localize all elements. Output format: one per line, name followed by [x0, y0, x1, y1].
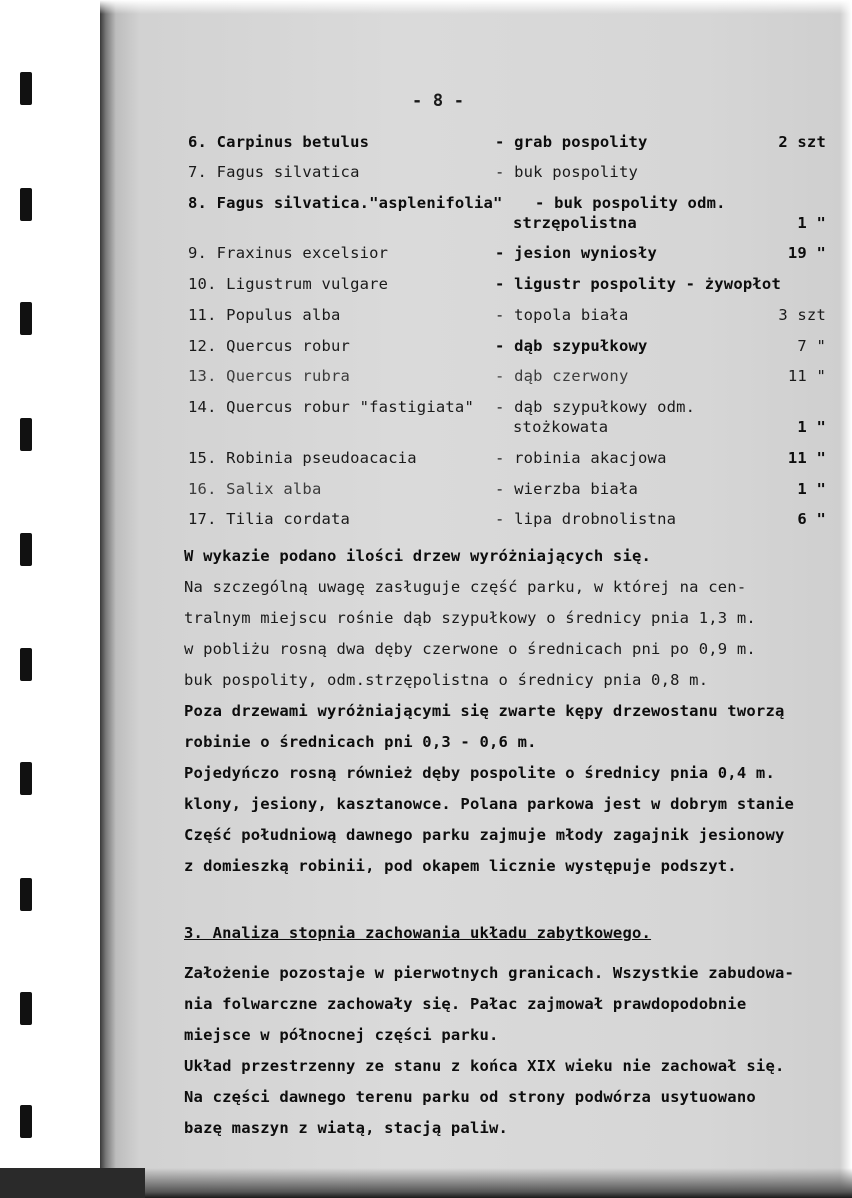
text-line: W wykazie podano ilości drzew wyróżniających się.: [184, 547, 652, 565]
punch-hole-mark: [20, 533, 32, 566]
list-item: [0, 275, 852, 295]
species-latin: 12. Quercus robur: [188, 337, 351, 355]
species-polish: - topola biała: [495, 306, 629, 324]
punch-hole-mark: [20, 72, 32, 105]
species-qty: 11 ": [787, 367, 826, 385]
species-polish: - buk pospolity odm.: [535, 194, 726, 212]
list-item: [0, 367, 852, 387]
species-qty: 3 szt: [778, 306, 826, 324]
species-polish: - jesion wyniosły: [495, 244, 658, 262]
species-latin: 7. Fagus silvatica: [188, 163, 360, 181]
text-line: miejsce w północnej części parku.: [184, 1026, 499, 1044]
text-line: bazę maszyn z wiatą, stacją paliw.: [184, 1119, 509, 1137]
species-latin: 8. Fagus silvatica."asplenifolia": [188, 194, 503, 212]
text-line: Część południową dawnego parku zajmuje młody zagajnik jesionowy: [184, 826, 785, 844]
species-polish: - buk pospolity: [495, 163, 639, 181]
list-item: [0, 214, 852, 234]
punch-hole-mark: [20, 992, 32, 1025]
list-item: [0, 244, 852, 264]
species-polish: - grab pospolity: [495, 133, 648, 151]
list-item: [0, 337, 852, 357]
list-item: [0, 449, 852, 469]
species-qty: 11 ": [787, 449, 826, 467]
page-bottom-edge: [100, 1168, 852, 1198]
text-line: Na części dawnego terenu parku od strony podwórza usytuowano: [184, 1088, 756, 1106]
species-qty: 19 ": [787, 244, 826, 262]
species-latin: 10. Ligustrum vulgare: [188, 275, 389, 293]
species-latin: 15. Robinia pseudoacacia: [188, 449, 417, 467]
list-item: [0, 306, 852, 326]
page-number: - 8 -: [412, 91, 465, 111]
text-line: w pobliżu rosną dwa dęby czerwone o średnicach pni po 0,9 m.: [184, 640, 756, 658]
species-polish-continued: strzępolistna: [513, 214, 637, 232]
species-qty: 1 ": [797, 418, 826, 436]
species-latin: 11. Populus alba: [188, 306, 341, 324]
text-line: klony, jesiony, kasztanowce. Polana parkowa jest w dobrym stanie: [184, 795, 795, 813]
scan-bottom-bar: [0, 1168, 145, 1198]
species-qty: 1 ": [797, 480, 826, 498]
list-item: [0, 510, 852, 530]
species-latin: 17. Tilia cordata: [188, 510, 351, 528]
list-item: [0, 418, 852, 438]
list-item: [0, 133, 852, 153]
species-latin: 16. Salix alba: [188, 480, 322, 498]
section-heading: 3. Analiza stopnia zachowania układu zabytkowego.: [184, 924, 652, 942]
species-latin: 13. Quercus rubra: [188, 367, 351, 385]
list-item: [0, 398, 852, 418]
species-polish: - dąb czerwony: [495, 367, 629, 385]
text-line: Pojedyńczo rosną również dęby pospolite o średnicy pnia 0,4 m.: [184, 764, 775, 782]
text-line: nia folwarczne zachowały się. Pałac zajmował prawdopodobnie: [184, 995, 747, 1013]
text-line: Poza drzewami wyróżniającymi się zwarte kępy drzewostanu tworzą: [184, 702, 785, 720]
species-latin: 6. Carpinus betulus: [188, 133, 370, 151]
list-item: [0, 194, 852, 214]
species-qty: 7 ": [797, 337, 826, 355]
species-polish: - lipa drobnolistna: [495, 510, 677, 528]
species-polish: - wierzba biała: [495, 480, 639, 498]
list-item: [0, 480, 852, 500]
page-top-edge: [100, 0, 852, 14]
species-qty: 1 ": [797, 214, 826, 232]
punch-hole-mark: [20, 1105, 32, 1138]
species-polish: - dąb szypułkowy odm.: [495, 398, 696, 416]
text-line: Założenie pozostaje w pierwotnych granicach. Wszystkie zabudowa-: [184, 964, 795, 982]
text-line: z domieszką robinii, pod okapem licznie występuje podszyt.: [184, 857, 737, 875]
species-qty: 6 ": [797, 510, 826, 528]
text-line: buk pospolity, odm.strzępolistna o średnicy pnia 0,8 m.: [184, 671, 709, 689]
punch-hole-mark: [20, 762, 32, 795]
species-polish-continued: stożkowata: [513, 418, 609, 436]
punch-hole-mark: [20, 878, 32, 911]
species-latin: 14. Quercus robur "fastigiata": [188, 398, 474, 416]
species-latin: 9. Fraxinus excelsior: [188, 244, 389, 262]
text-line: robinie o średnicach pni 0,3 - 0,6 m.: [184, 733, 537, 751]
species-polish: - dąb szypułkowy: [495, 337, 648, 355]
text-line: Układ przestrzenny ze stanu z końca XIX wieku nie zachował się.: [184, 1057, 785, 1075]
species-polish: - ligustr pospolity - żywopłot: [495, 275, 781, 293]
text-line: Na szczególną uwagę zasługuje część parku, w której na cen-: [184, 578, 747, 596]
text-line: tralnym miejscu rośnie dąb szypułkowy o średnicy pnia 1,3 m.: [184, 609, 756, 627]
species-polish: - robinia akacjowa: [495, 449, 667, 467]
list-item: [0, 163, 852, 183]
punch-hole-mark: [20, 648, 32, 681]
species-qty: 2 szt: [778, 133, 826, 151]
